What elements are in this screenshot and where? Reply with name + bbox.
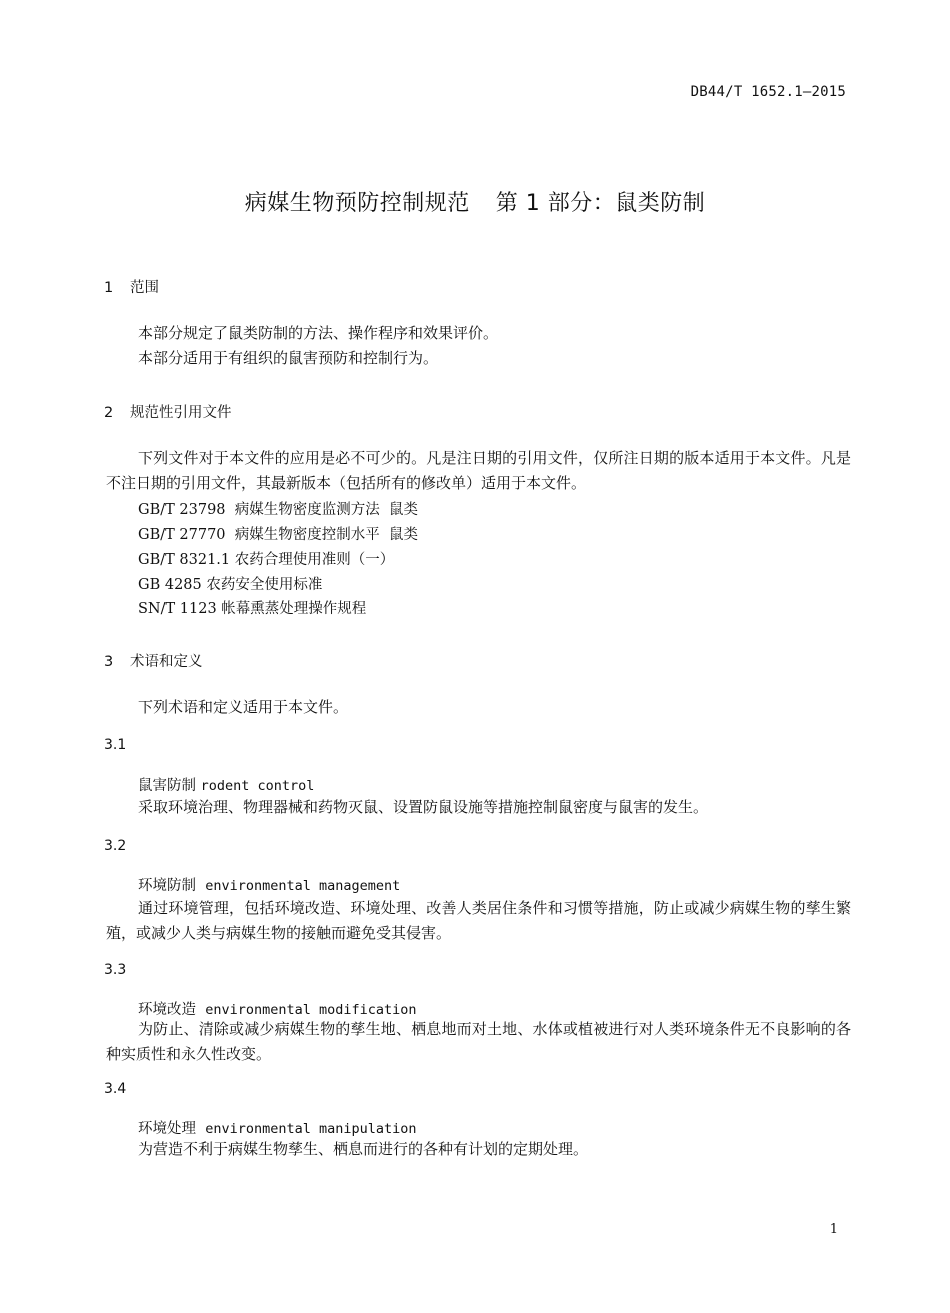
document-title <box>0 186 950 217</box>
paragraph: 本部分规定了鼠类防制的方法、操作程序和效果评价。 <box>138 324 499 342</box>
clause-number: 3.3 <box>104 962 127 978</box>
section-title: 术语和定义 <box>130 654 203 670</box>
term-en: rodent control <box>200 778 315 794</box>
term-definition: 通过环境管理，包括环境改造、环境处理、改善人类居住条件和习惯等措施，防止或减少病媒生物的孳生繁殖，或减少人类与病媒生物的接触而避免受其侵害。 <box>106 899 851 942</box>
section-heading-1 <box>104 276 159 297</box>
document-code: DB44/T 1652.1—2015 <box>690 84 846 100</box>
term-heading <box>138 1117 417 1138</box>
reference-item: GB/T 23798 病媒生物密度监测方法 鼠类 <box>138 502 418 518</box>
term-zh: 环境改造 <box>138 1002 196 1018</box>
paragraph: 下列术语和定义适用于本文件。 <box>138 698 349 716</box>
section-number: 1 <box>104 280 114 296</box>
section-heading-2 <box>104 401 232 422</box>
section-title: 规范性引用文件 <box>130 405 232 421</box>
term-definition: 采取环境治理、物理器械和药物灭鼠、设置防鼠设施等措施控制鼠密度与鼠害的发生。 <box>138 798 709 816</box>
clause-number: 3.4 <box>104 1081 127 1097</box>
title-main: 病媒生物预防控制规范 <box>244 191 470 216</box>
term-zh: 环境处理 <box>138 1121 196 1137</box>
term-heading <box>138 874 400 895</box>
term-definition: 为防止、清除或减少病媒生物的孳生地、栖息地而对土地、水体或植被进行对人类环境条件无不良影响的各种实质性和永久性改变。 <box>106 1020 851 1063</box>
term-definition: 为营造不利于病媒生物孳生、栖息而进行的各种有计划的定期处理。 <box>138 1140 589 1158</box>
term-heading <box>138 774 314 795</box>
reference-item: GB/T 8321.1 农药合理使用准则（一） <box>138 552 395 568</box>
term-zh: 鼠害防制 <box>138 778 196 794</box>
paragraph: 本部分适用于有组织的鼠害预防和控制行为。 <box>138 349 439 367</box>
reference-item: GB/T 27770 病媒生物密度控制水平 鼠类 <box>138 527 418 543</box>
section-number: 3 <box>104 654 114 670</box>
reference-item: SN/T 1123 帐幕熏蒸处理操作规程 <box>138 601 367 617</box>
clause-number: 3.1 <box>104 737 127 753</box>
clause-number: 3.2 <box>104 838 127 854</box>
section-number: 2 <box>104 405 114 421</box>
reference-item: GB 4285 农药安全使用标准 <box>138 577 323 593</box>
page-number: 1 <box>829 1222 838 1237</box>
title-part: 第 1 部分：鼠类防制 <box>495 191 706 216</box>
term-en: environmental modification <box>205 1002 417 1018</box>
term-en: environmental management <box>205 878 401 894</box>
term-heading <box>138 998 417 1019</box>
section-title: 范围 <box>130 280 159 296</box>
term-zh: 环境防制 <box>138 878 196 894</box>
paragraph: 下列文件对于本文件的应用是必不可少的。凡是注日期的引用文件，仅所注日期的版本适用于本文件。凡是不注日期的引用文件，其最新版本（包括所有的修改单）适用于本文件。 <box>106 449 851 492</box>
section-heading-3 <box>104 650 203 671</box>
term-en: environmental manipulation <box>205 1121 417 1137</box>
